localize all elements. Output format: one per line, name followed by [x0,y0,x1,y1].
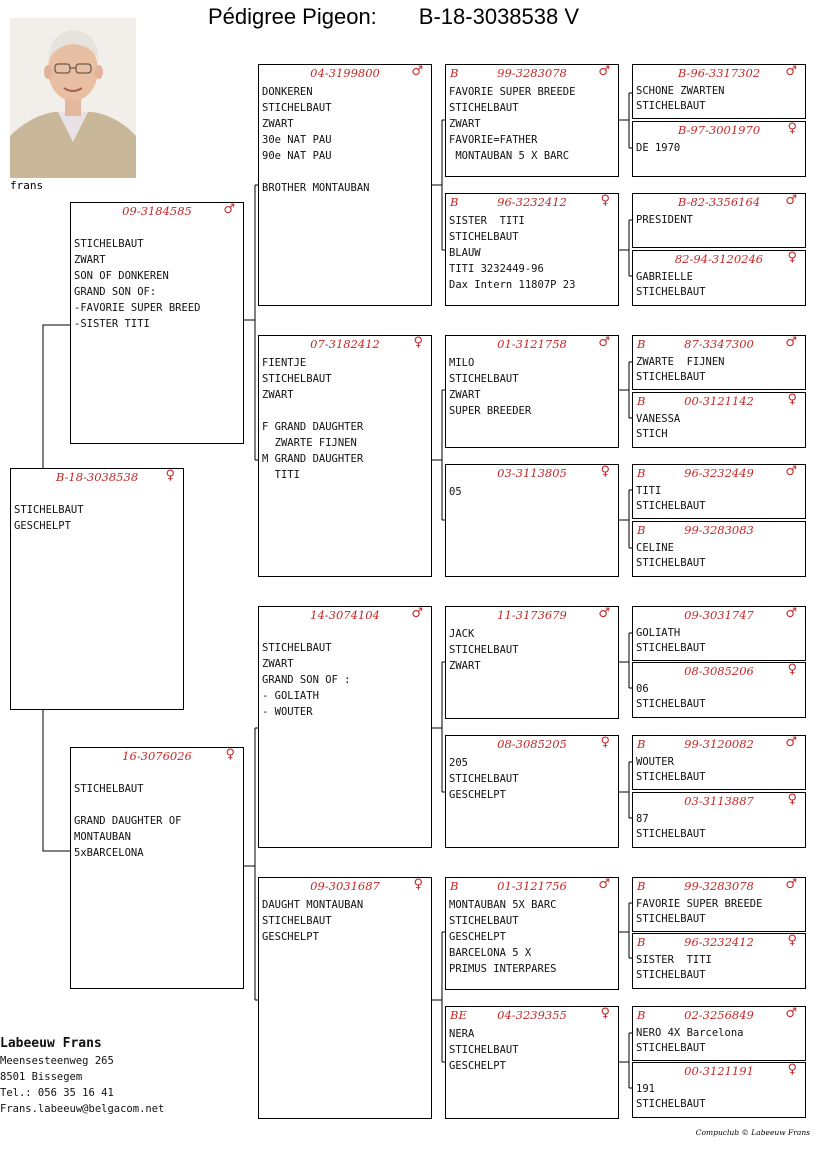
male-icon: ♂ [598,606,610,621]
pigeon-card-g1 [632,64,806,119]
female-icon: ♀ [600,193,610,208]
country-code: B [637,523,646,537]
pigeon-card-g6 [632,392,806,448]
ring-number: 08-3085205 [497,737,567,751]
ring-number: 87-3347300 [684,337,754,351]
pigeon-notes: MONTAUBAN 5X BARC STICHELBAUT GESCHELPT BARCELONA 5 X PRIMUS INTERPARES [449,899,557,975]
country-code: B [450,195,459,209]
pigeon-card-g4 [632,250,806,306]
ring-number: 07-3182412 [310,337,380,351]
pigeon-card-dds [445,877,619,990]
ring-number: 16-3076026 [122,749,192,763]
pigeon-notes: GOLIATH STICHELBAUT [636,627,706,654]
female-icon: ♀ [165,468,175,483]
ring-number: B-97-3001970 [677,123,761,137]
pigeon-notes: SISTER TITI STICHELBAUT BLAUW TITI 3232449-96 Dax Intern 11807P 23 [449,215,576,291]
country-code: B [637,337,646,351]
male-icon: ♂ [411,606,423,621]
country-code: B [637,466,646,480]
female-icon: ♀ [600,1006,610,1021]
pigeon-card-dsd [445,735,619,848]
male-icon: ♂ [411,64,423,79]
ring-number: B-96-3317302 [677,66,761,80]
ring-number: 14-3074104 [310,608,380,622]
owner-name: Labeeuw Frans [0,1036,102,1051]
pigeon-notes: PRESIDENT [636,214,693,226]
ring-number: 03-3113805 [497,466,567,480]
pigeon-notes: VANESSA STICH [636,413,681,440]
pigeon-notes: FAVORIE SUPER BREEDE STICHELBAUT ZWART FAVORIE=FATHER MONTAUBAN 5 X BARC [449,86,576,162]
pigeon-notes: NERA STICHELBAUT GESCHELPT [449,1028,519,1072]
pigeon-notes: JACK STICHELBAUT ZWART [449,628,519,672]
ring-number: 08-3085206 [684,664,754,678]
female-icon: ♀ [225,747,235,762]
pigeon-notes: 87 STICHELBAUT [636,813,706,840]
ring-number: B-18-3038538 [55,470,139,484]
ring-number: 99-3283078 [684,879,754,893]
male-icon: ♂ [785,877,797,892]
page-title [208,4,579,30]
pigeon-card-dd [258,877,432,1119]
country-code: B [450,879,459,893]
pigeon-notes: STICHELBAUT GRAND DAUGHTER OF MONTAUBAN 5xBARCELONA [74,783,182,859]
pigeon-card-ss [258,64,432,306]
pigeon-notes: FAVORIE SUPER BREEDE STICHELBAUT [636,898,763,925]
country-code: B [637,737,646,751]
pigeon-card-g7 [632,464,806,519]
footer-credit: Compuclub © Labeeuw Frans [695,1128,810,1137]
pigeon-card-g15 [632,1006,806,1061]
pigeon-card-sds [445,335,619,448]
pigeon-card-g9 [632,606,806,661]
ring-number: 96-3232412 [497,195,567,209]
pigeon-card-ds [258,606,432,848]
pigeon-notes: 06 STICHELBAUT [636,683,706,710]
pigeon-card-sd [258,335,432,577]
country-code: B [637,935,646,949]
male-icon: ♂ [785,1006,797,1021]
ring-number: 96-3232449 [684,466,754,480]
pigeon-notes: STICHELBAUT ZWART GRAND SON OF : - GOLIATH - WOUTER [262,642,351,718]
pigeon-notes: ZWARTE FIJNEN STICHELBAUT [636,356,725,383]
country-code: B [450,66,459,80]
ring-number: B-82-3356164 [677,195,761,209]
country-code: B [637,879,646,893]
female-icon: ♀ [787,392,797,407]
owner-address: Meensesteenweg 265 [0,1055,114,1067]
ring-number: 04-3199800 [310,66,380,80]
pigeon-notes: STICHELBAUT ZWART SON OF DONKEREN GRAND SON OF: -FAVORIE SUPER BREED -SISTER TITI [74,238,201,330]
pigeon-notes: GABRIELLE STICHELBAUT [636,271,706,298]
female-icon: ♀ [787,662,797,677]
male-icon: ♂ [785,64,797,79]
ring-number: 09-3184585 [122,204,192,218]
pigeon-notes: DONKEREN STICHELBAUT ZWART 30e NAT PAU 90e NAT PAU BROTHER MONTAUBAN [262,86,370,194]
male-icon: ♂ [785,193,797,208]
male-icon: ♂ [598,64,610,79]
pigeon-card-g2 [632,121,806,177]
owner-info [0,1035,164,1117]
pigeon-notes: CELINE STICHELBAUT [636,542,706,569]
pigeon-notes: SCHONE ZWARTEN STICHELBAUT [636,85,725,112]
country-code: BE [450,1008,467,1022]
owner-city: 8501 Bissegem [0,1071,83,1083]
ring-number: 03-3113887 [684,794,754,808]
female-icon: ♀ [413,335,423,350]
pigeon-card-g11 [632,735,806,790]
pigeon-card-g16 [632,1062,806,1118]
male-icon: ♂ [785,335,797,350]
pigeon-notes: SISTER TITI STICHELBAUT [636,954,712,981]
pigeon-notes: 191 STICHELBAUT [636,1083,706,1110]
female-icon: ♀ [787,792,797,807]
ring-number: 99-3283078 [497,66,567,80]
ring-number: 99-3120082 [684,737,754,751]
ring-number: 00-3121142 [684,394,754,408]
female-icon: ♀ [787,121,797,136]
ring-number: 01-3121756 [497,879,567,893]
owner-email: Frans.labeeuw@belgacom.net [0,1103,165,1115]
pigeon-notes: WOUTER STICHELBAUT [636,756,706,783]
pigeon-notes: 205 STICHELBAUT GESCHELPT [449,757,519,801]
male-icon: ♂ [598,877,610,892]
pigeon-card-sss [445,64,619,177]
ring-number: 82-94-3120246 [674,252,764,266]
pigeon-card-g12 [632,792,806,848]
female-icon: ♀ [787,250,797,265]
country-code: B [637,1008,646,1022]
ring-number: 11-3173679 [497,608,567,622]
ring-number: 09-3031747 [684,608,754,622]
female-icon: ♀ [787,1062,797,1077]
female-icon: ♀ [600,735,610,750]
pigeon-card-sire [70,202,244,444]
pigeon-card-subject [10,468,184,710]
ring-number: 09-3031687 [310,879,380,893]
pigeon-card-g8 [632,521,806,577]
pigeon-notes: MILO STICHELBAUT ZWART SUPER BREEDER [449,357,532,417]
ring-number: 02-3256849 [684,1008,754,1022]
pigeon-notes: STICHELBAUT GESCHELPT [14,504,84,532]
male-icon: ♂ [785,606,797,621]
ring-number: 96-3232412 [684,935,754,949]
pigeon-card-g13 [632,877,806,932]
pigeon-card-g14 [632,933,806,989]
male-icon: ♂ [785,735,797,750]
pigeon-card-ddd [445,1006,619,1119]
title-label: Pédigree Pigeon: [208,4,377,29]
title-ring-number: B-18-3038538 V [418,4,580,29]
country-code: B [637,394,646,408]
male-icon: ♂ [598,335,610,350]
pigeon-notes: DE 1970 [636,142,681,154]
photo-caption: frans [10,179,44,192]
pigeon-card-g3 [632,193,806,248]
ring-number: 99-3283083 [684,523,754,537]
male-icon: ♂ [223,202,235,217]
ring-number: 00-3121191 [684,1064,754,1078]
pigeon-notes: NERO 4X Barcelona STICHELBAUT [636,1027,744,1054]
owner-photo [10,18,136,178]
pigeon-card-g5 [632,335,806,390]
female-icon: ♀ [600,464,610,479]
pigeon-card-dam [70,747,244,989]
pigeon-notes: DAUGHT MONTAUBAN STICHELBAUT GESCHELPT [262,899,364,943]
pigeon-card-g10 [632,662,806,718]
pigeon-notes: 05 [449,486,462,498]
male-icon: ♂ [785,464,797,479]
ring-number: 01-3121758 [497,337,567,351]
pigeon-notes: TITI STICHELBAUT [636,485,706,512]
pigeon-notes: FIENTJE STICHELBAUT ZWART F GRAND DAUGHTER ZWARTE FIJNEN M GRAND DAUGHTER TITI [262,357,364,481]
pigeon-card-ssd [445,193,619,306]
pigeon-card-dss [445,606,619,719]
owner-phone: Tel.: 056 35 16 41 [0,1087,114,1099]
ring-number: 04-3239355 [497,1008,567,1022]
female-icon: ♀ [413,877,423,892]
pigeon-card-sdd [445,464,619,577]
female-icon: ♀ [787,933,797,948]
